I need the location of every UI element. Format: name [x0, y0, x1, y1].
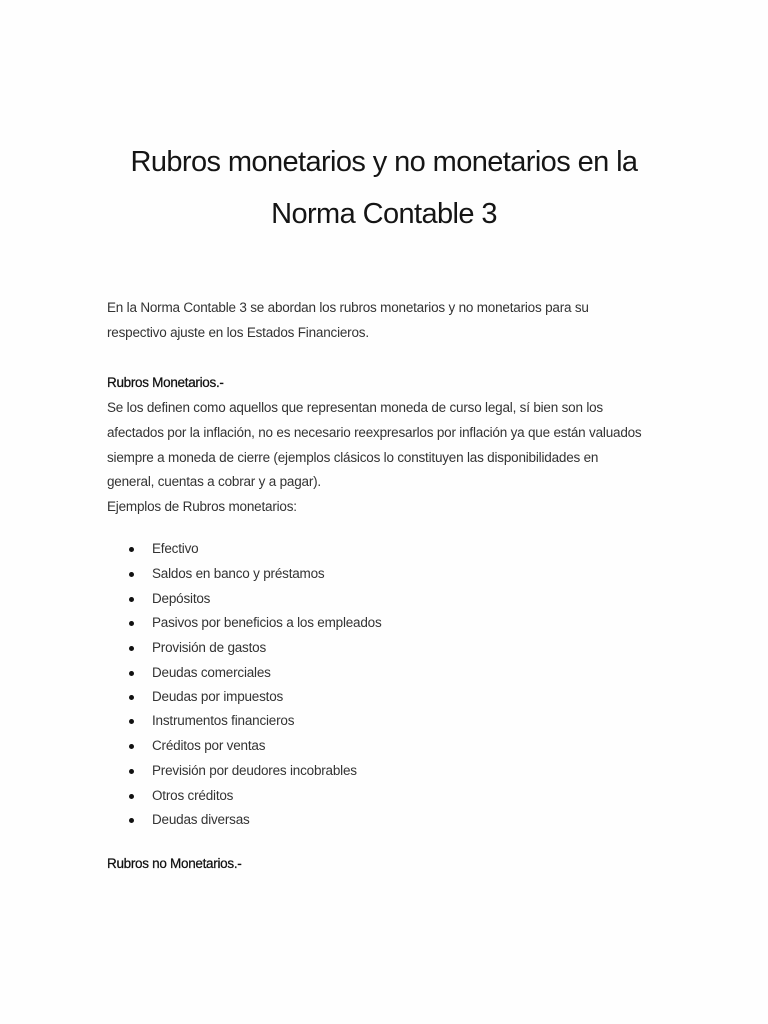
list-item [0, 666, 400, 684]
list-item [0, 567, 400, 585]
monetarios-body-line-2: afectados por la inflación, no es necesario reexpresarlos por inflación ya que están valuados [107, 425, 642, 440]
bullet-icon [129, 794, 134, 799]
list-item [0, 592, 400, 610]
list-item-label: Efectivo [152, 541, 199, 556]
list-item [0, 789, 400, 807]
bullet-icon [129, 695, 134, 700]
monetarios-body-line-5: Ejemplos de Rubros monetarios: [107, 499, 297, 514]
section-heading-monetarios: Rubros Monetarios.- [107, 375, 224, 390]
list-item [0, 616, 400, 634]
monetarios-body-line-1: Se los definen como aquellos que representan moneda de curso legal, sí bien son los [107, 400, 603, 415]
list-item-label: Depósitos [152, 591, 211, 606]
bullet-icon [129, 719, 134, 724]
list-item-label: Créditos por ventas [152, 738, 266, 753]
list-item-label: Saldos en banco y préstamos [152, 566, 325, 581]
monetarios-body-line-4: general, cuentas a cobrar y a pagar). [107, 474, 321, 489]
list-item-label: Previsión por deudores incobrables [152, 763, 357, 778]
list-item-label: Deudas comerciales [152, 665, 271, 680]
list-item-label: Deudas por impuestos [152, 689, 284, 704]
list-item-label: Provisión de gastos [152, 640, 267, 655]
monetarios-body-line-3: siempre a moneda de cierre (ejemplos clásicos lo constituyen las disponibilidades en [107, 450, 599, 465]
list-item-label: Instrumentos financieros [152, 713, 295, 728]
bullet-icon [129, 744, 134, 749]
list-item [0, 764, 400, 782]
intro-paragraph-line-2: respectivo ajuste en los Estados Financieros. [107, 325, 369, 340]
list-item [0, 813, 400, 831]
list-item [0, 641, 400, 659]
intro-paragraph-line-1: En la Norma Contable 3 se abordan los rubros monetarios y no monetarios para su [107, 300, 589, 315]
list-item-label: Otros créditos [152, 788, 234, 803]
document-title-line-1: Rubros monetarios y no monetarios en la [130, 146, 638, 178]
bullet-icon [129, 818, 134, 823]
bullet-icon [129, 597, 134, 602]
list-item-label: Deudas diversas [152, 812, 250, 827]
bullet-icon [129, 646, 134, 651]
bullet-icon [129, 547, 134, 552]
list-item-label: Pasivos por beneficios a los empleados [152, 615, 382, 630]
bullet-icon [129, 769, 134, 774]
bullet-icon [129, 572, 134, 577]
list-item [0, 739, 400, 757]
bullet-icon [129, 671, 134, 676]
list-item [0, 542, 400, 560]
bullet-icon [129, 621, 134, 626]
section-heading-no-monetarios: Rubros no Monetarios.- [107, 856, 242, 871]
document-title-line-2: Norma Contable 3 [271, 198, 497, 230]
list-item [0, 714, 400, 732]
list-item [0, 690, 400, 708]
